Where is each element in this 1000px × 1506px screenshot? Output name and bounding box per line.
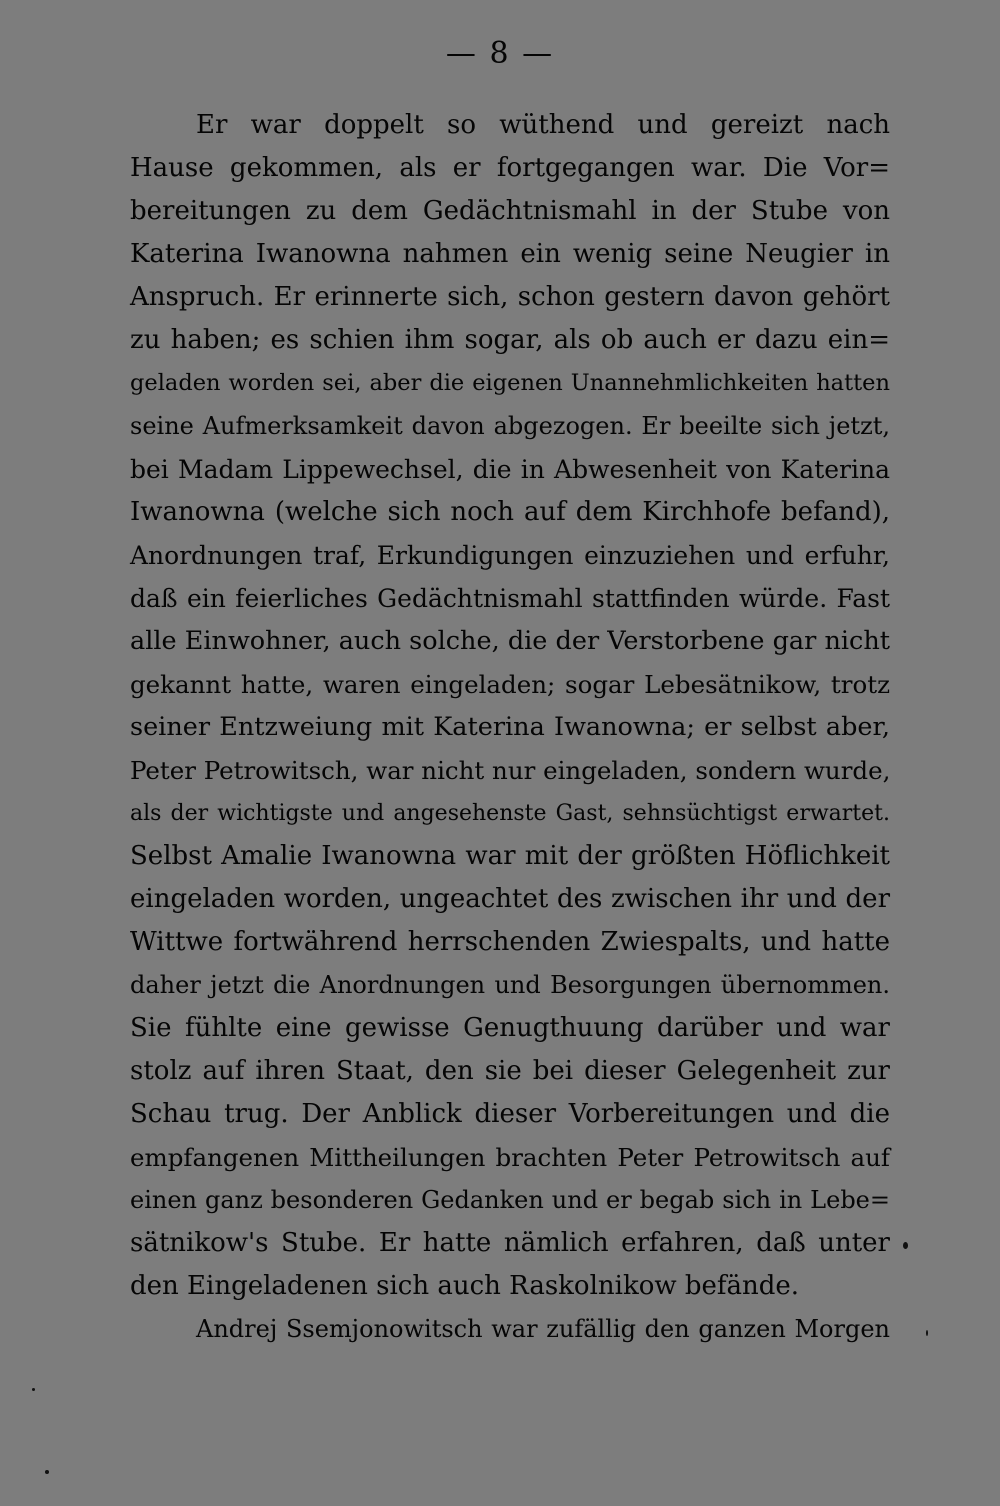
text-line: Katerina Iwanowna nahmen ein wenig seine Neugier in [130, 239, 890, 269]
text-line: Anordnungen traf, Erkundigungen einzuziehen und erfuhr, [130, 541, 890, 570]
body-text [130, 104, 890, 1351]
text-line: Er war doppelt so wüthend und gereizt nach [196, 110, 890, 140]
ink-speck [32, 1388, 35, 1391]
text-line: daher jetzt die Anordnungen und Besorgungen übernommen. [130, 971, 890, 999]
text-line: eingeladen worden, ungeachtet des zwischen ihr und der [130, 884, 890, 914]
text-line: bereitungen zu dem Gedächtnismahl in der Stube von [130, 196, 890, 226]
text-line: Sie fühlte eine gewisse Genugthuung darüber und war [130, 1013, 890, 1043]
text-line: seine Aufmerksamkeit davon abgezogen. Er beeilte sich jetzt, [130, 412, 890, 440]
ink-speck [45, 1470, 49, 1474]
text-line: den Eingeladenen sich auch Raskolnikow befände. [130, 1271, 800, 1301]
text-line: Schau trug. Der Anblick dieser Vorbereitungen und die [130, 1099, 890, 1129]
text-line: zu haben; es schien ihm sogar, als ob auch er dazu ein= [130, 325, 890, 355]
text-line: Selbst Amalie Iwanowna war mit der größten Höflichkeit [130, 841, 890, 871]
text-line: Wittwe fortwährend herrschenden Zwiespalts, und hatte [130, 927, 890, 957]
text-line: Iwanowna (welche sich noch auf dem Kirchhofe befand), [130, 497, 890, 527]
text-line: Peter Petrowitsch, war nicht nur eingeladen, sondern wurde, [130, 756, 891, 785]
text-line: einen ganz besonderen Gedanken und er begab sich in Lebe= [130, 1186, 890, 1214]
text-line: gekannt hatte, waren eingeladen; sogar Lebesätnikow, trotz [130, 670, 890, 699]
text-line: geladen worden sei, aber die eigenen Unannehmlichkeiten hatten [130, 370, 890, 396]
text-line: Hause gekommen, als er fortgegangen war. Die Vor= [130, 153, 890, 183]
text-line: empfangenen Mittheilungen brachten Peter Petrowitsch auf [130, 1143, 890, 1172]
text-line: stolz auf ihren Staat, den sie bei dieser Gelegenheit zur [130, 1056, 890, 1086]
ink-speck [926, 1330, 928, 1336]
text-line: bei Madam Lippewechsel, die in Abwesenheit von Katerina [130, 455, 890, 484]
text-line: als der wichtigste und angesehenste Gast, sehnsüchtigst erwartet. [130, 801, 890, 826]
text-line: Andrej Ssemjonowitsch war zufällig den ganzen Morgen [196, 1315, 890, 1343]
text-line: sätnikow's Stube. Er hatte nämlich erfahren, daß unter [130, 1228, 890, 1258]
page-number: — 8 — [445, 36, 555, 71]
text-line: seiner Entzweiung mit Katerina Iwanowna; er selbst aber, [130, 712, 890, 742]
ink-speck [903, 1242, 908, 1249]
text-line: daß ein feierliches Gedächtnismahl stattfinden würde. Fast [130, 584, 890, 613]
text-line: Anspruch. Er erinnerte sich, schon gestern davon gehört [130, 282, 890, 312]
text-line: alle Einwohner, auch solche, die der Verstorbene gar nicht [130, 626, 890, 656]
